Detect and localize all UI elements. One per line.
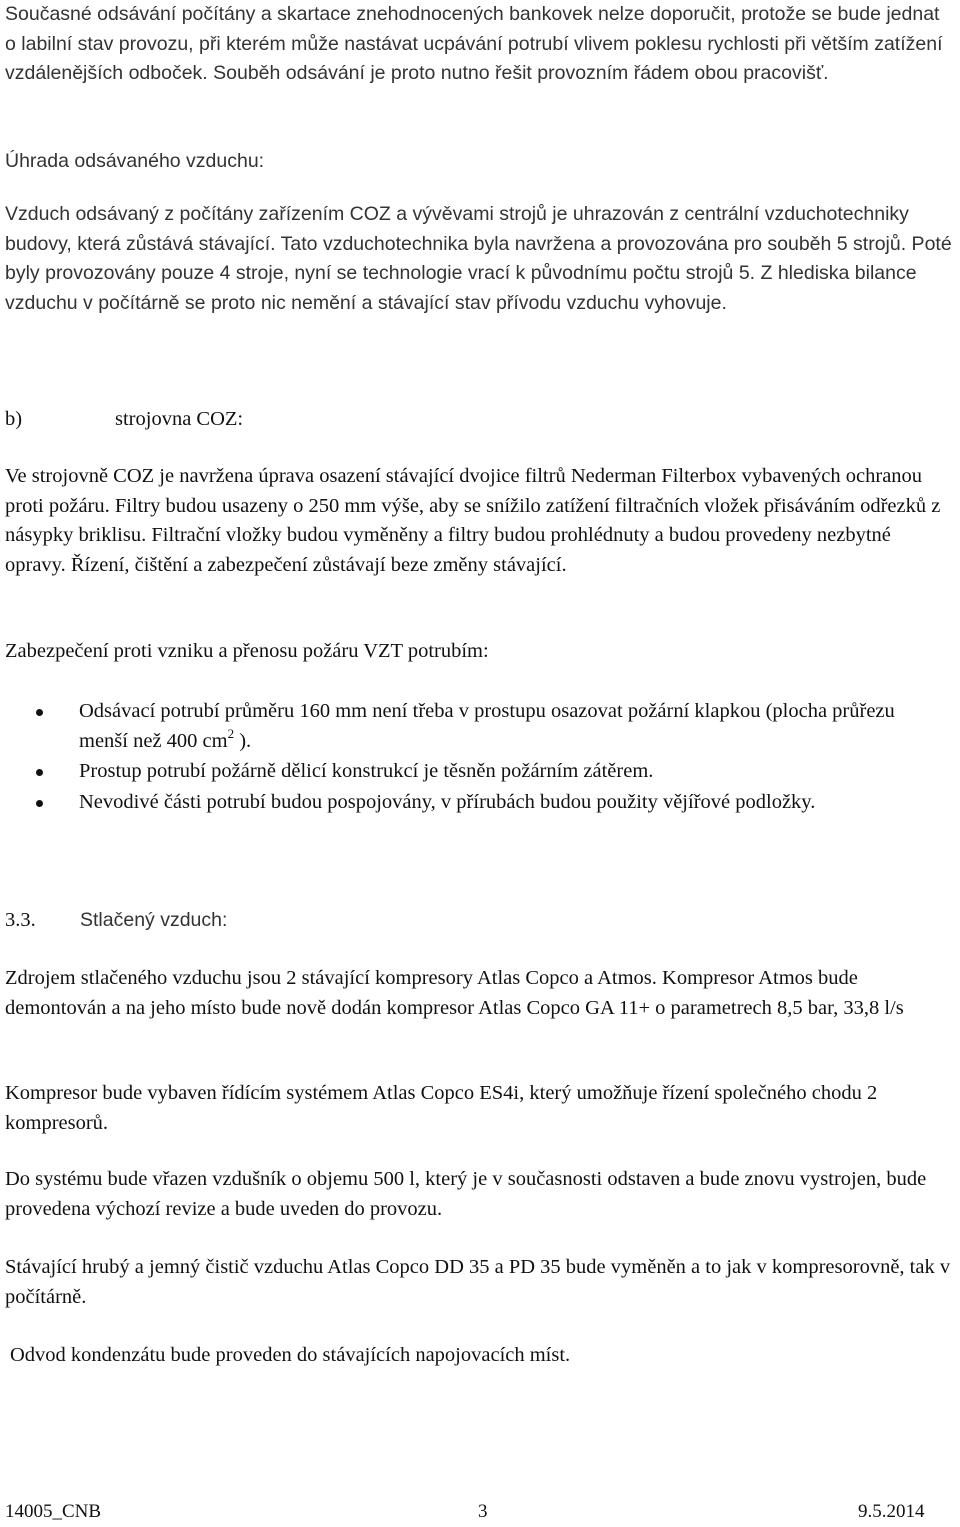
- paragraph-kondenzat: Odvod kondenzátu bude proveden do stávajících napojovacích míst.: [10, 1344, 571, 1366]
- section-b-title: strojovna COZ:: [115, 408, 244, 430]
- paragraph-cistic: Stávající hrubý a jemný čistič vzduchu Atlas Copco DD 35 a PD 35 bude vyměněn a to jak v kompresorovně, tak v počítárně.: [5, 1256, 951, 1308]
- bullet-icon: [36, 769, 43, 776]
- paragraph-odsavani: Současné odsávání počítány a skartace znehodnocených bankovek nelze doporučit, protože se bude jednat o labilní stav provozu, při kterém může nastávat ucpávání potrubí vlivem poklesu rychlosti při větším zatížení vzdálenějších odboček. Souběh odsávání je proto nutno řešit provozním řádem obou pracovišť.: [5, 3, 943, 84]
- bullet-icon: [36, 709, 43, 716]
- list-item: [34, 757, 939, 787]
- footer-page-number: 3: [478, 1501, 488, 1522]
- list-item-text: Odsávací potrubí průměru 160 mm není třeba v prostupu osazovat požární klapkou (plocha průřezu menší než 400 cm: [79, 700, 895, 752]
- bullet-list: [34, 697, 939, 818]
- list-item: [34, 697, 939, 756]
- heading-uhrada: Úhrada odsávaného vzduchu:: [5, 150, 265, 172]
- section-33-number: 3.3.: [5, 909, 36, 931]
- list-item-text: Nevodivé části potrubí budou pospojovány, v přírubách budou použity vějířové podložky.: [79, 790, 816, 813]
- section-b-heading: [5, 405, 244, 435]
- list-item-text-end: ).: [234, 729, 252, 752]
- paragraph-kompresor: Kompresor bude vybaven řídícím systémem Atlas Copco ES4i, který umožňuje řízení společného chodu 2 kompresorů.: [5, 1082, 878, 1134]
- paragraph-vzduch: [5, 200, 955, 318]
- section-33-heading: [5, 906, 228, 936]
- section-33-title: Stlačený vzduch:: [80, 909, 228, 931]
- paragraph-strojovna: Ve strojovně COZ je navržena úprava osazení stávající dvojice filtrů Nederman Filterbox vybavených ochranou proti požáru. Filtry budou usazeny o 250 mm výše, aby se snížilo zatížení filtračních vložek přisáváním odřezků z násypky briklisu. Filtrační vložky budou vyměněny a filtry budou prohlédnuty a budou provedeny nezbytné opravy. Řízení, čištění a zabezpečení zůstávají beze změny stávající.: [5, 465, 941, 576]
- list-item: [34, 788, 939, 818]
- section-b-number: b): [5, 408, 23, 430]
- heading-zabezpeceni: Zabezpečení proti vzniku a přenosu požáru VZT potrubím:: [5, 640, 489, 662]
- list-item-text: Prostup potrubí požárně dělicí konstrukcí je těsněn požárním zátěrem.: [79, 760, 654, 782]
- footer-date: 9.5.2014: [858, 1501, 925, 1522]
- bullet-icon: [36, 800, 43, 807]
- superscript: 2: [227, 725, 235, 741]
- paragraph-zdroj: Zdrojem stlačeného vzduchu jsou 2 stávající kompresory Atlas Copco a Atmos. Kompresor Atmos bude demontován a na jeho místo bude nově dodán kompresor Atlas Copco GA 11+ o parametrech 8,5 bar, 33,8 l/s: [5, 967, 904, 1019]
- paragraph-vzdusnik: Do systému bude vřazen vzdušník o objemu 500 l, který je v současnosti odstaven a bude znovu vystrojen, bude provedena výchozí revize a bude uveden do provozu.: [5, 1168, 927, 1220]
- footer-doc-id: 14005_CNB: [5, 1501, 102, 1522]
- paragraph-vzduch-text: Vzduch odsávaný z počítány zařízením COZ a vývěvami strojů je uhrazován z centrální vzduchotechniky budovy, která zůstává stávající. Tato vzduchotechnika byla navržena a provozována pro souběh 5 strojů. Poté byly provozovány pouze 4 stroje, nyní se technologie vrací k původnímu počtu strojů 5. Z hlediska bilance vzduchu v počítárně se proto nic nemění a stávající stav přívodu vzduchu vyhovuje.: [5, 203, 952, 314]
